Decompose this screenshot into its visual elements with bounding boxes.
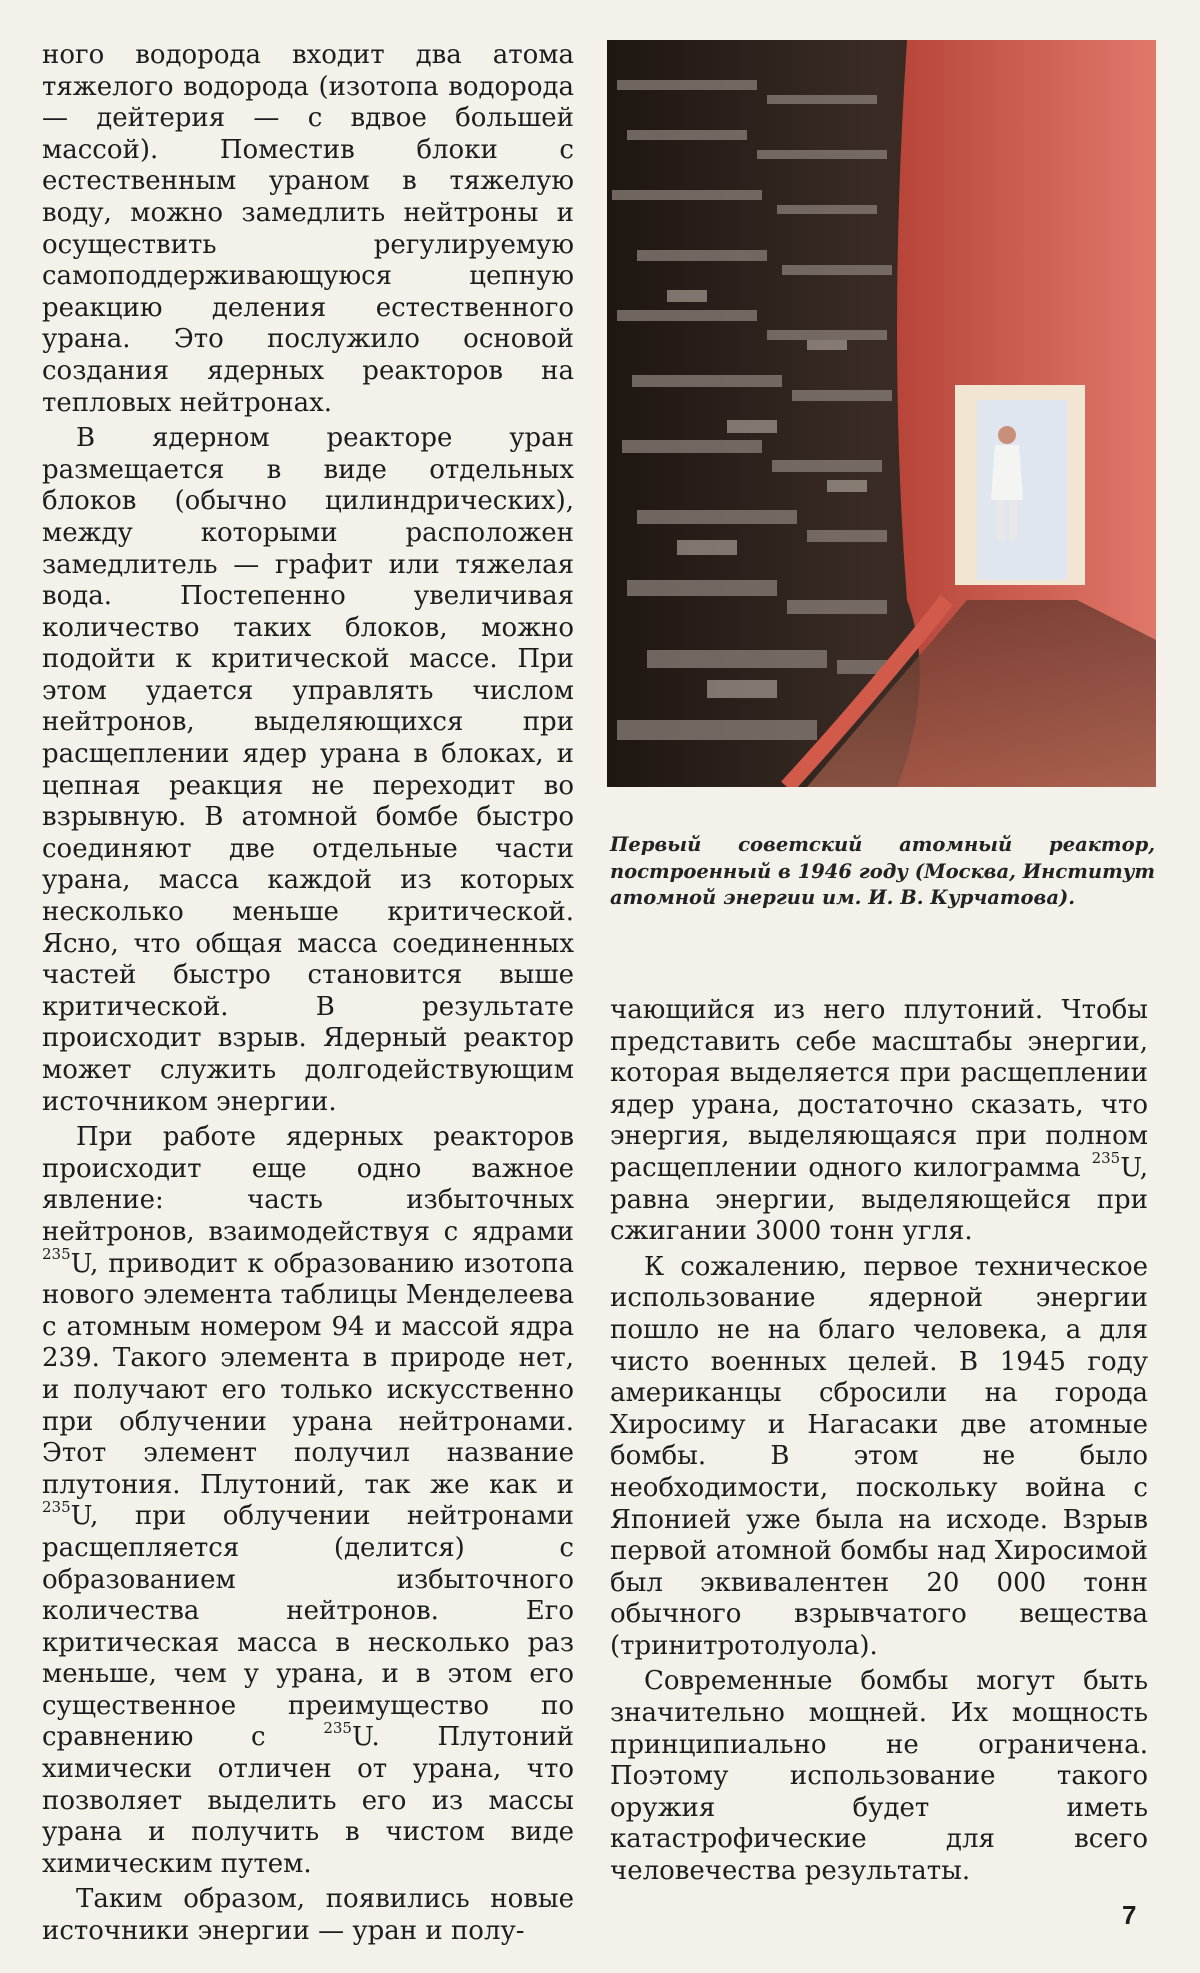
paragraph: К сожалению, первое техническое использование ядерной энергии пошло не на благо человека, а для чисто военных целей. В 1945 году американцы сбросили на города Хиросиму и Нагасаки две атомные бомбы. В этом не было необходимости, поскольку война с Японией уже была на исходе. Взрыв первой атомной бомбы над Хиросимой был эквивалентен 20 000 тонн обычного взрывчатого вещества (тринитротолуола).: [610, 1251, 1148, 1661]
photo-caption: Первый советский атомный реактор, построенный в 1946 году (Москва, Институт атомной энергии им. И. В. Курчатова).: [610, 833, 1155, 909]
page-number: 7: [1122, 1900, 1137, 1930]
reactor-photo: [607, 40, 1156, 787]
isotope-superscript: 235: [323, 1718, 352, 1737]
reactor-photo-illustration: [607, 40, 1156, 787]
text-run: U. Плутоний химически отличен от урана, что позволяет выделить его из массы урана и получить в чистом виде химическим путем.: [42, 1722, 574, 1879]
text-run: U, равна энергии, выделяющейся при сжигании 3000 тонн угля.: [610, 1152, 1148, 1247]
text-run: U, приводит к образованию изотопа нового элемента таблицы Менделеева с атомным номером 94 и массой ядра 239. Такого элемента в природе нет, и получают его только искусственно при облучении урана нейтронами. Этот элемент получил название плутония. Плутоний, так же как и: [42, 1248, 574, 1500]
paragraph: Современные бомбы могут быть значительно мощней. Их мощность принципиально не ограничена. Поэтому использование такого оружия будет иметь катастрофические для всего человечества результаты.: [610, 1666, 1148, 1887]
paragraph: ного водорода входит два атома тяжелого водорода (изотопа водорода — дейтерия — с вдвое большей массой). Поместив блоки с естественным ураном в тяжелую воду, можно замедлить нейтроны и осуществить регулируемую самоподдерживающуюся цепную реакцию деления естественного урана. Это послужило основой создания ядерных реакторов на тепловых нейтронах.: [42, 40, 574, 418]
paragraph: Таким образом, появились новые источники энергии — уран и полу-: [42, 1884, 574, 1947]
right-text-column: [610, 995, 1148, 1888]
text-run: чающийся из него плутоний. Чтобы представить себе масштабы энергии, которая выделяется при расщеплении ядер урана, достаточно сказать, что энергия, выделяющаяся при полном расщеплении одного килограмма: [610, 995, 1148, 1183]
text-run: При работе ядерных реакторов происходит еще одно важное явление: часть избыточных нейтронов, взаимодействуя с ядрами: [42, 1122, 574, 1247]
isotope-superscript: 235: [42, 1497, 71, 1516]
left-text-column: [42, 40, 574, 1948]
paragraph: [610, 995, 1148, 1248]
isotope-superscript: 235: [1091, 1149, 1121, 1168]
text-run: U, при облучении нейтронами расщепляется (делится) с образованием избыточного количества нейтронов. Его критическая масса в несколько раз меньше, чем у урана, и в этом его существенное преимущество по сравнению с: [42, 1501, 574, 1753]
isotope-superscript: 235: [42, 1244, 71, 1263]
paragraph: [42, 1122, 574, 1880]
paragraph: В ядерном реакторе уран размещается в виде отдельных блоков (обычно цилиндрических), между которыми расположен замедлитель — графит или тяжелая вода. Постепенно увеличивая количество таких блоков, можно подойти к критической массе. При этом удается управлять числом нейтронов, выделяющихся при расщеплении ядер урана в блоках, и цепная реакция не переходит во взрывную. В атомной бомбе быстро соединяют две отдельные части урана, масса каждой из которых несколько меньше критической. Ясно, что общая масса соединенных частей быстро становится выше критической. В результате происходит взрыв. Ядерный реактор может служить долгодействующим источником энергии.: [42, 423, 574, 1117]
